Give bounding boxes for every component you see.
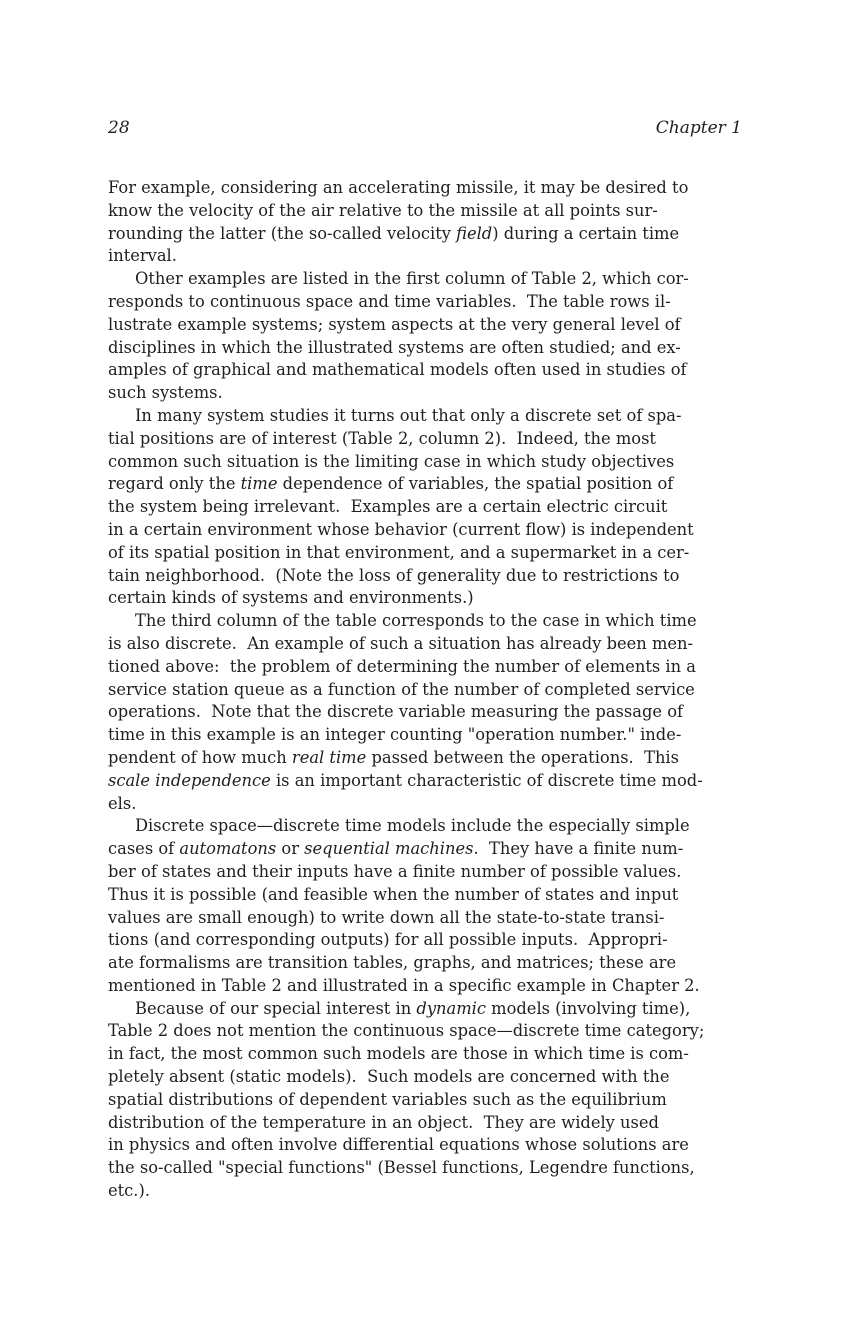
text-run: or bbox=[276, 839, 305, 859]
text-line bbox=[108, 701, 768, 724]
text-run: ate formalisms are transition tables, graphs, and matrices; these are bbox=[108, 953, 677, 973]
text-run: such systems. bbox=[108, 383, 223, 403]
text-line bbox=[108, 245, 768, 268]
text-line bbox=[108, 1112, 768, 1135]
text-run: regard only the bbox=[108, 474, 241, 494]
paragraph bbox=[108, 998, 768, 1203]
text-line bbox=[108, 291, 768, 314]
text-run: the system being irrelevant. Examples are a certain electric circuit bbox=[108, 497, 668, 517]
text-run: rounding the latter (the so-called velocity bbox=[108, 223, 457, 243]
text-run: ) during a certain time bbox=[492, 223, 680, 243]
text-line bbox=[108, 451, 768, 474]
text-line bbox=[108, 177, 768, 200]
text-line bbox=[108, 633, 768, 656]
text-run: service station queue as a function of the number of completed service bbox=[108, 679, 695, 699]
running-chapter-title: Chapter 1 bbox=[655, 118, 742, 138]
emphasized-text: dynamic bbox=[416, 998, 486, 1018]
text-line bbox=[108, 1134, 768, 1157]
text-line bbox=[108, 519, 768, 542]
paragraph bbox=[108, 815, 768, 997]
text-run: tain neighborhood. (Note the loss of generality due to restrictions to bbox=[108, 565, 680, 585]
text-run: lustrate example systems; system aspects at the very general level of bbox=[108, 314, 681, 334]
emphasized-text: scale independence bbox=[108, 770, 271, 790]
text-run: . They have a finite num- bbox=[473, 839, 684, 859]
text-run: mentioned in Table 2 and illustrated in a specific example in Chapter 2. bbox=[108, 975, 700, 995]
text-line bbox=[108, 1043, 768, 1066]
text-line bbox=[108, 565, 768, 588]
paragraph bbox=[108, 610, 768, 815]
text-run: is an important characteristic of discrete time mod- bbox=[270, 770, 703, 790]
text-run: of its spatial position in that environment, and a supermarket in a cer- bbox=[108, 542, 690, 562]
text-run: common such situation is the limiting case in which study objectives bbox=[108, 451, 675, 471]
text-line bbox=[108, 770, 768, 793]
emphasized-text: automatons bbox=[179, 839, 277, 859]
text-run: certain kinds of systems and environments.) bbox=[108, 588, 474, 608]
text-line bbox=[108, 1157, 768, 1180]
text-line bbox=[108, 1020, 768, 1043]
text-line bbox=[108, 975, 768, 998]
text-run: For example, considering an accelerating missile, it may be desired to bbox=[108, 178, 689, 197]
text-run: pendent of how much bbox=[108, 747, 292, 767]
emphasized-text: sequential machines bbox=[304, 839, 474, 859]
text-run: Discrete space—discrete time models include the especially simple bbox=[135, 816, 690, 836]
page-number: 28 bbox=[108, 118, 130, 138]
text-line bbox=[108, 952, 768, 975]
text-run: tions (and corresponding outputs) for all possible inputs. Appropri- bbox=[108, 930, 668, 950]
text-run: operations. Note that the discrete variable measuring the passage of bbox=[108, 702, 684, 722]
text-line bbox=[108, 223, 768, 246]
text-line bbox=[108, 610, 768, 633]
text-run: cases of bbox=[108, 839, 180, 859]
text-run: tial positions are of interest (Table 2, column 2). Indeed, the most bbox=[108, 428, 656, 448]
text-run: passed between the operations. This bbox=[366, 747, 679, 767]
text-line bbox=[108, 884, 768, 907]
text-run: Thus it is possible (and feasible when the number of states and input bbox=[108, 884, 679, 904]
page-header bbox=[108, 118, 742, 144]
text-run: els. bbox=[108, 793, 137, 813]
text-run: The third column of the table corresponds to the case in which time bbox=[135, 611, 697, 631]
text-run: time in this example is an integer counting "operation number." inde- bbox=[108, 725, 682, 745]
text-run: in physics and often involve differential equations whose solutions are bbox=[108, 1135, 689, 1155]
text-line bbox=[108, 793, 768, 816]
text-run: etc.). bbox=[108, 1181, 150, 1201]
text-line bbox=[108, 382, 768, 405]
text-line bbox=[108, 405, 768, 428]
text-run: know the velocity of the air relative to the missile at all points sur- bbox=[108, 200, 658, 220]
text-run: in fact, the most common such models are those in which time is com- bbox=[108, 1044, 689, 1064]
text-line bbox=[108, 861, 768, 884]
text-line bbox=[108, 268, 768, 291]
text-run: is also discrete. An example of such a situation has already been men- bbox=[108, 633, 694, 653]
text-run: spatial distributions of dependent variables such as the equilibrium bbox=[108, 1089, 667, 1109]
text-line bbox=[108, 1089, 768, 1112]
emphasized-text: real time bbox=[291, 747, 367, 767]
emphasized-text: time bbox=[240, 474, 278, 494]
text-run: in a certain environment whose behavior (current flow) is independent bbox=[108, 519, 694, 539]
text-run: dependence of variables, the spatial position of bbox=[277, 474, 674, 494]
text-line bbox=[108, 1066, 768, 1089]
text-run: Other examples are listed in the first column of Table 2, which cor- bbox=[135, 269, 689, 289]
text-line bbox=[108, 314, 768, 337]
text-line bbox=[108, 907, 768, 930]
text-line bbox=[108, 473, 768, 496]
text-line bbox=[108, 587, 768, 610]
emphasized-text: field bbox=[456, 223, 493, 243]
text-line bbox=[108, 679, 768, 702]
text-line bbox=[108, 838, 768, 861]
text-run: Table 2 does not mention the continuous space—discrete time category; bbox=[108, 1021, 705, 1041]
text-run: Because of our special interest in bbox=[135, 998, 417, 1018]
text-line bbox=[108, 337, 768, 360]
text-run: In many system studies it turns out that only a discrete set of spa- bbox=[135, 405, 682, 425]
text-run: pletely absent (static models). Such models are concerned with the bbox=[108, 1067, 670, 1087]
text-run: amples of graphical and mathematical models often used in studies of bbox=[108, 360, 687, 380]
text-line bbox=[108, 359, 768, 382]
text-run: the so-called "special functions" (Bessel functions, Legendre functions, bbox=[108, 1158, 695, 1178]
text-line bbox=[108, 929, 768, 952]
paragraph bbox=[108, 405, 768, 610]
text-run: interval. bbox=[108, 246, 177, 266]
body-text bbox=[108, 177, 768, 1203]
text-line bbox=[108, 724, 768, 747]
text-line bbox=[108, 656, 768, 679]
text-run: ber of states and their inputs have a finite number of possible values. bbox=[108, 861, 682, 881]
text-line bbox=[108, 747, 768, 770]
text-line bbox=[108, 815, 768, 838]
text-run: values are small enough) to write down all the state-to-state transi- bbox=[108, 907, 665, 927]
text-run: models (involving time), bbox=[485, 998, 691, 1018]
text-line bbox=[108, 428, 768, 451]
paragraph bbox=[108, 268, 768, 405]
text-line bbox=[108, 1180, 768, 1203]
paragraph bbox=[108, 177, 768, 268]
text-run: disciplines in which the illustrated systems are often studied; and ex- bbox=[108, 337, 681, 357]
text-line bbox=[108, 998, 768, 1021]
text-run: tioned above: the problem of determining the number of elements in a bbox=[108, 656, 696, 676]
text-run: distribution of the temperature in an object. They are widely used bbox=[108, 1112, 659, 1132]
text-line bbox=[108, 542, 768, 565]
text-line bbox=[108, 200, 768, 223]
text-run: responds to continuous space and time variables. The table rows il- bbox=[108, 291, 671, 311]
text-line bbox=[108, 496, 768, 519]
